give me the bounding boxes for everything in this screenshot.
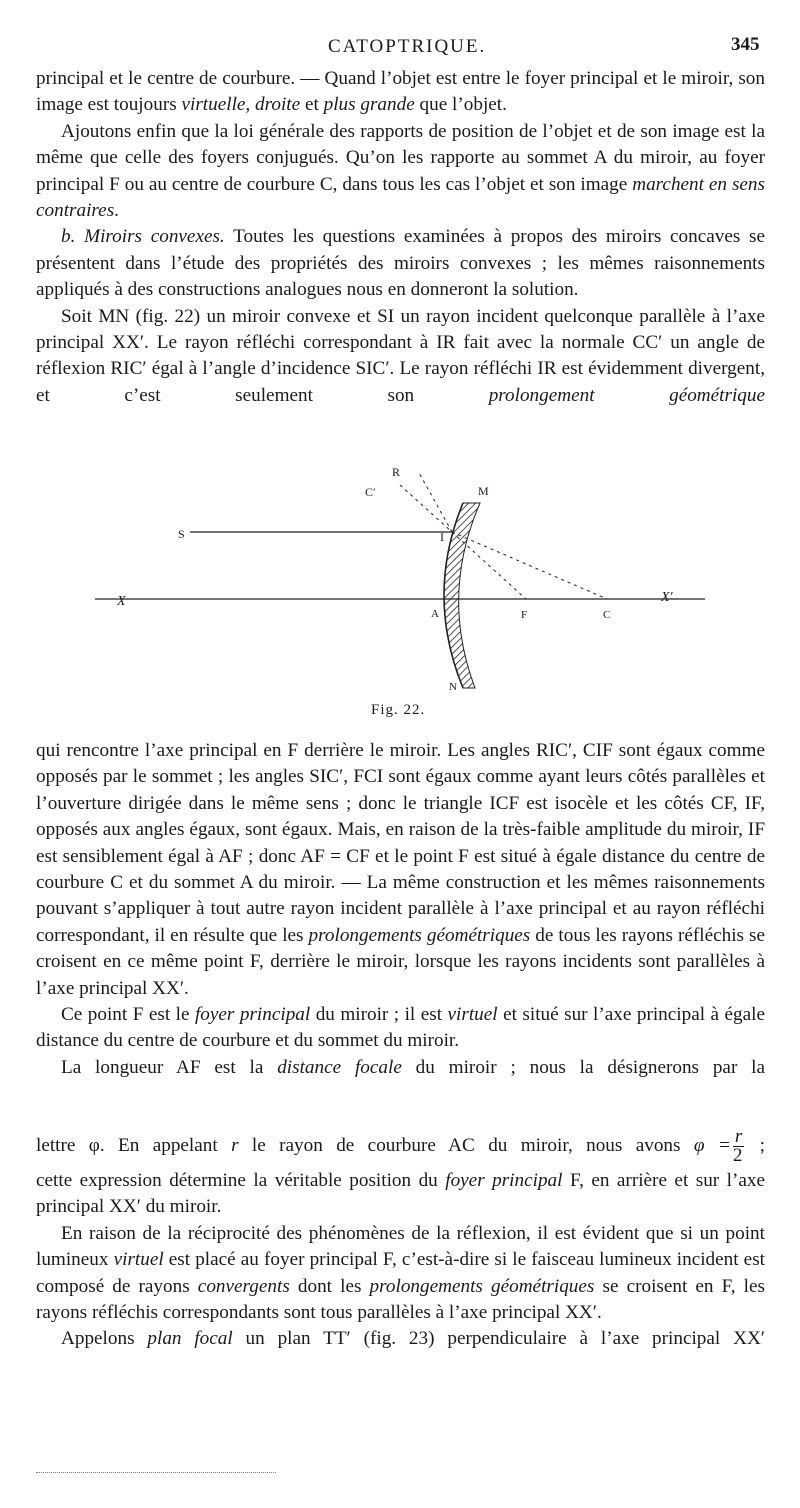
label-X: X: [117, 594, 126, 609]
page-header: [0, 30, 800, 60]
extension-to-focus: [452, 532, 526, 599]
label-C-prime: C′: [365, 485, 376, 499]
label-X-prime: X′: [661, 590, 673, 605]
paragraph: qui rencontre l’axe principal en F derrière le miroir. Les angles RIC′, CIF sont égaux comme opposés par le sommet ; les angles SIC′, FCI sont égaux comme ayant leurs côtés parallèles et l’ouverture dirigée dans le même sens ; donc le triangle ICF est isocèle et les côtés CF, IF, opposés aux angles égaux, sont égaux. Mais, en raison de la très-faible amplitude du miroir, IF est sensiblement égal à AF ; donc AF = CF et le point F est situé à égale distance du centre de courbure C et du sommet A du miroir. — La même construction et les mêmes raisonnements pouvant s’appliquer à tout autre rayon incident parallèle à l’axe principal et au rayon réfléchi correspondant, il en résulte que les prolongements géométriques de tous les rayons réfléchis se croisent en ce même point F, derrière le miroir, lorsque les rayons incidents sont parallèles à l’axe principal XX′.: [36, 740, 765, 999]
reflected-ray: [418, 471, 452, 532]
normal-line: [400, 485, 452, 532]
label-I: I: [440, 530, 444, 544]
page-number: 345: [731, 34, 760, 55]
figure-22: [0, 455, 800, 725]
text-block-middle: [36, 738, 765, 1081]
normal-to-center: [452, 532, 607, 599]
paragraph: La longueur AF est la distance focale du miroir ; nous la désignerons par la: [61, 1056, 766, 1078]
label-F: F: [521, 609, 528, 621]
label-C: C: [603, 609, 611, 621]
paragraph: b. Miroirs convexes. Toutes les questions examinées à propos des miroirs concaves se présentent dans l’étude des propriétés des miroirs convexes ; les mêmes raisonnements appliqués à des constructions analogues nous en donneront la solution.: [36, 226, 765, 301]
paragraph: En raison de la réciprocité des phénomènes de la réflexion, il est évident que si un point lumineux virtuel est placé au foyer principal F, c’est-à-dire si le faisceau lumineux incident est composé de rayons convergents dont les prolongements géométriques se croisent en F, les rayons réfléchis correspondants sont tous parallèles à l’axe principal XX′.: [36, 1222, 765, 1324]
formula-paragraph: lettre φ. En appelant r le rayon de courbure AC du miroir, nous avons φ = $\frac{r}{2}$ ;: [36, 1126, 765, 1167]
label-M: M: [478, 484, 489, 498]
label-S: S: [178, 527, 185, 541]
paragraph: Soit MN (fig. 22) un miroir convexe et SI un rayon incident quelconque parallèle à l’axe principal XX′. Le rayon réfléchi correspondant à IR fait avec la normale CC′ un angle de réflexion RIC′ égal à l’angle d’incidence SIC′. Le rayon réfléchi IR est évidemment divergent, et c’est seulement son prolongement géométrique: [36, 305, 766, 406]
fraction: $\frac{r}{2}$: [732, 1126, 743, 1167]
paragraph: cette expression détermine la véritable position du foyer principal F, en arrière et sur l’axe principal XX′ du miroir.: [36, 1170, 766, 1218]
paragraph: principal et le centre de courbure. — Quand l’objet est entre le foyer principal et le miroir, son image est toujours virtuelle, droite et plus grande que l’objet.: [36, 68, 765, 116]
paragraph: Appelons plan focal un plan TT′ (fig. 23) perpendiculaire à l’axe principal XX′: [61, 1328, 766, 1350]
convex-mirror-diagram: [0, 455, 800, 725]
label-N: N: [449, 681, 457, 693]
label-R: R: [392, 465, 401, 479]
label-A: A: [431, 608, 439, 620]
footer-rule: [36, 1472, 276, 1473]
paragraph: Ce point F est le foyer principal du miroir ; il est virtuel et situé sur l’axe principal à égale distance du centre de courbure et du sommet du miroir.: [36, 1004, 765, 1052]
text-block-bottom: [36, 1168, 765, 1353]
formula-line: [36, 1128, 765, 1165]
figure-caption: Fig. 22.: [371, 702, 426, 718]
paragraph: Ajoutons enfin que la loi générale des rapports de position de l’objet et de son image est la même que celle des foyers conjugués. Qu’on les rapporte au sommet A du miroir, au foyer principal F ou au centre de courbure C, dans tous les cas l’objet et son image marchent en sens contraires.: [36, 120, 765, 222]
mirror-hatching: [444, 503, 480, 688]
text-block-top: [36, 66, 765, 409]
running-title: CATOPTRIQUE.: [328, 36, 487, 57]
